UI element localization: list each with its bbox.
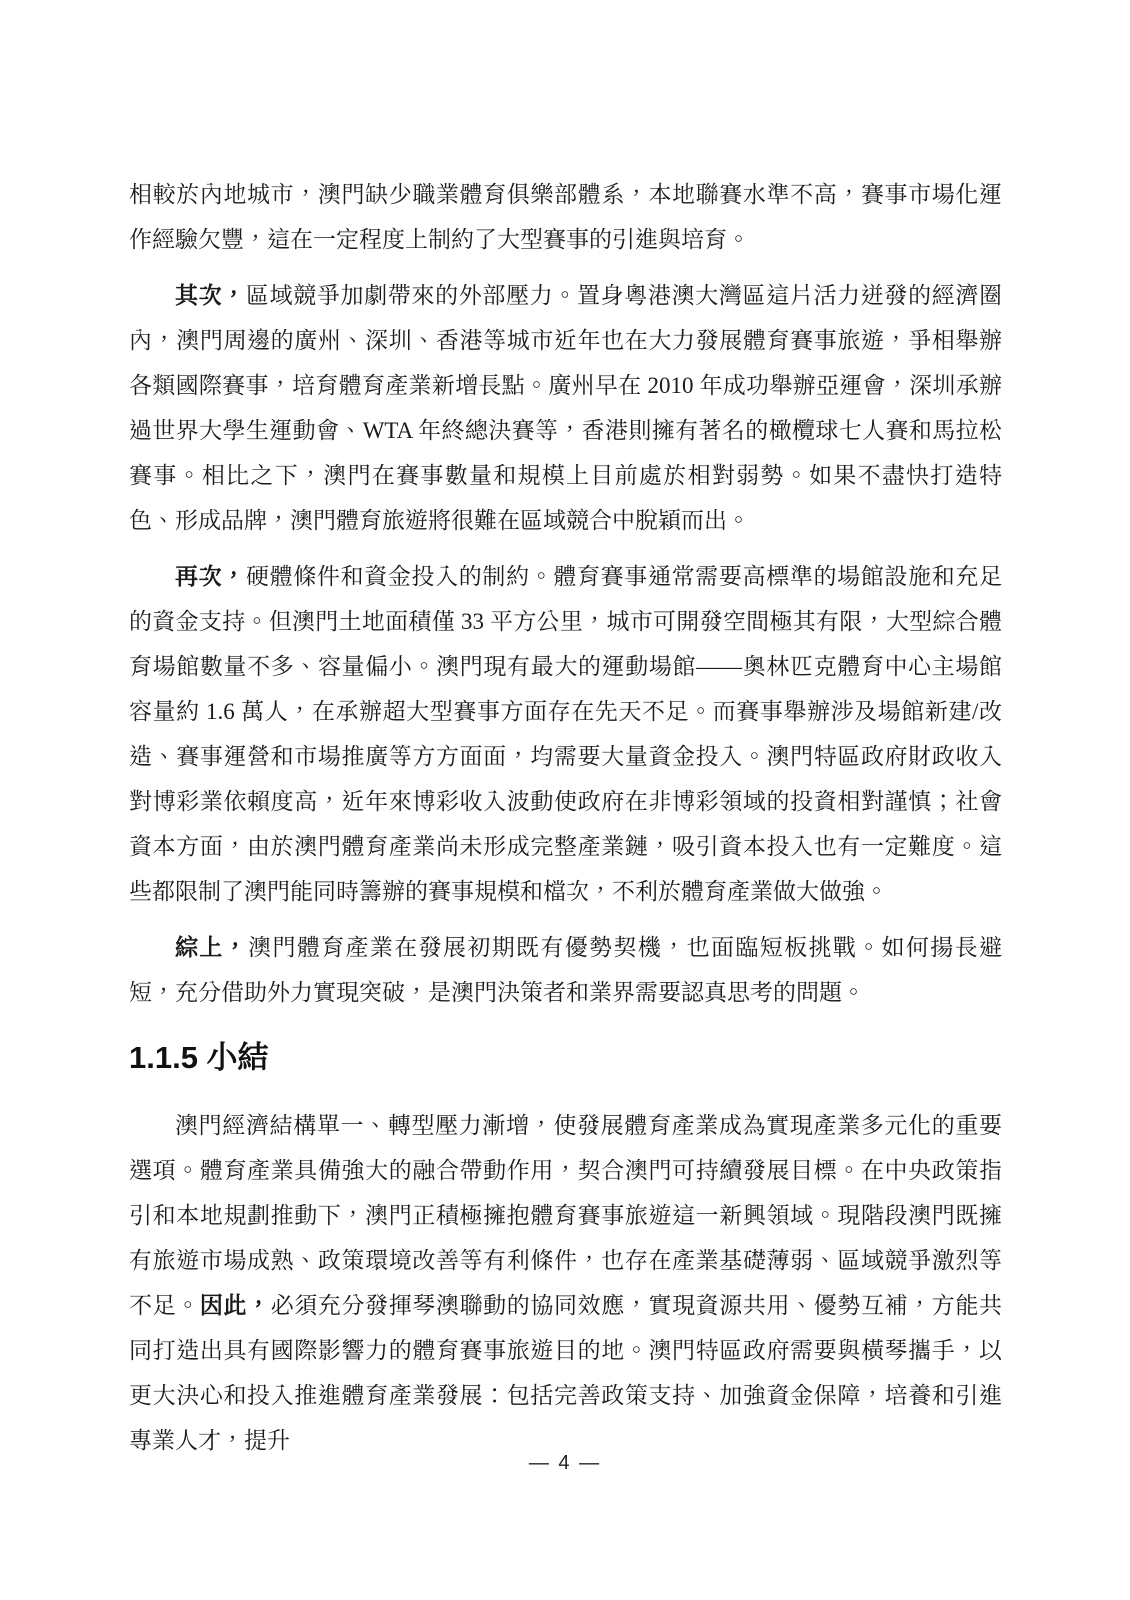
body-paragraph-continuation [129,172,1002,262]
bold-lead-run: 其次， [175,283,246,308]
text-run: 必須充分發揮琴澳聯動的協同效應，實現資源共用、優勢互補，方能共同打造出具有國際影響力的體育賽事旅遊目的地。澳門特區政府需要與橫琴攜手，以更大決心和投入推進體育產業發展：包括完善政策支持、加強資金保障，培養和引進專業人才，提升 [129,1293,1003,1453]
bold-inline-run: 因此， [199,1293,271,1318]
text-run: 硬體條件和資金投入的制約。體育賽事通常需要高標準的場館設施和充足的資金支持。但澳門土地面積僅 33 平方公里，城市可開發空間極其有限，大型綜合體育場館數量不多、容量偏小。澳門現有最大的運動場館——奧林匹克體育中心主場館容量約 1.6 萬人，在承辦超大型賽事方面存在先天不足。而賽事舉辦涉及場館新建/改造、賽事運營和市場推廣等方方面面，均需要大量資金投入。澳門特區政府財政收入對博彩業依賴度高，近年來博彩收入波動使政府在非博彩領域的投資相對謹慎；社會資本方面，由於澳門體育產業尚未形成完整產業鏈，吸引資本投入也有一定難度。這些都限制了澳門能同時籌辦的賽事規模和檔次，不利於體育產業做大做強。 [129,564,1003,904]
text-run: 相較於內地城市，澳門缺少職業體育俱樂部體系，本地聯賽水準不高，賽事市場化運作經驗欠豐，這在一定程度上制約了大型賽事的引進與培育。 [129,182,1002,252]
text-run: 區域競爭加劇帶來的外部壓力。置身粵港澳大灣區這片活力迸發的經濟圈內，澳門周邊的廣州、深圳、香港等城市近年也在大力發展體育賽事旅遊，爭相舉辦各類國際賽事，培育體育產業新增長點。廣州早在 2010 年成功舉辦亞運會，深圳承辦過世界大學生運動會、WTA 年終總決賽等，香港則擁有著名的橄欖球七人賽和馬拉松賽事。相比之下，澳門在賽事數量和規模上目前處於相對弱勢。如果不盡快打造特色、形成品牌，澳門體育旅遊將很難在區域競合中脫穎而出。 [129,283,1003,533]
body-paragraph-second [129,273,1002,543]
body-paragraph-summary [129,925,1002,1015]
body-paragraph-conclusion [129,1103,1002,1463]
body-paragraph-third [129,554,1002,914]
text-run: 澳門體育產業在發展初期既有優勢契機，也面臨短板挑戰。如何揚長避短，充分借助外力實現突破，是澳門決策者和業界需要認真思考的問題。 [129,935,1003,1005]
section-heading: 1.1.5 小結 [129,1040,269,1075]
page-content [129,172,1002,1474]
bold-lead-run: 綜上， [175,935,249,960]
text-run: 澳門經濟結構單一、轉型壓力漸增，使發展體育產業成為實現產業多元化的重要選項。體育產業具備強大的融合帶動作用，契合澳門可持續發展目標。在中央政策指引和本地規劃推動下，澳門正積極擁抱體育賽事旅遊這一新興領域。現階段澳門既擁有旅遊市場成熟、政策環境改善等有利條件，也存在產業基礎薄弱、區域競爭激烈等不足。 [129,1113,1002,1318]
page-number: — 4 — [528,1452,602,1474]
bold-lead-run: 再次， [175,564,246,589]
